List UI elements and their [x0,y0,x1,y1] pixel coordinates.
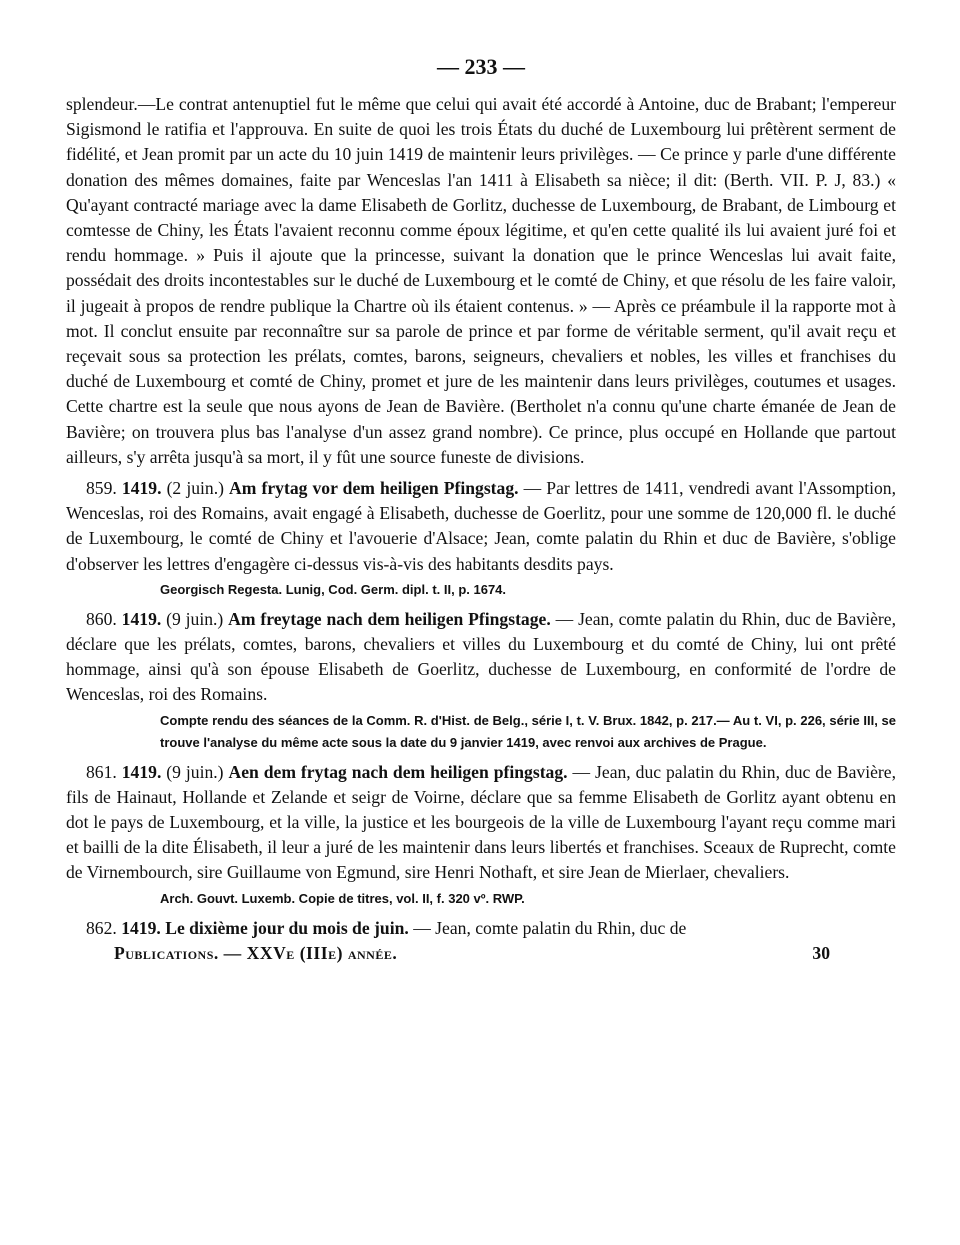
entry-year: 1419. [121,608,162,629]
entry-number: 860. [86,608,117,629]
entry-number: 861. [86,761,117,782]
entry-date: (9 juin.) [166,608,224,629]
entry-heading: Aen dem frytag nach dem heiligen pfingstag. [228,761,568,782]
entry-year: 1419. [121,917,161,938]
entry-860 [66,607,896,708]
entry-number: 862. [86,917,117,938]
entry-source: Arch. Gouvt. Luxemb. Copie de titres, vol. II, f. 320 vº. RWP. [160,890,525,906]
entry-source: Compte rendu des séances de la Comm. R. d'Hist. de Belg., série I, t. V. Brux. 1842, p. 217.— Au t. VI, p. 226, série III, se trouve l'analyse du même acte sous la date du 9 janvier 1419, avec renvoi aux archives de Prague. [160,712,896,750]
entry-text: — Jean, comte palatin du Rhin, duc de Bavière, déclare que les prélats, comtes, barons, chevaliers et villes du Luxembourg et du comté de Chiny, lui ont prêté hommage, ainsi qu'à son épouse Elisabeth de Goerlitz, duchesse de Luxembourg, en conformité de l'ordre de Wenceslas, roi des Romains. [66,608,896,705]
entry-heading: Le dixième jour du mois de juin. [165,917,409,938]
entry-heading: Am freytage nach dem heiligen Pfingstage. [228,608,551,629]
entry-year: 1419. [121,478,162,499]
entry-text: — Jean, duc palatin du Rhin, duc de Bavière, fils de Hainaut, Hollande et Zelande et seigr de Voirne, déclare que sa femme Elisabeth de Gorlitz ayant obtenu en dot le pays de Luxembourg, et la ville, la justice et les bourgeois de la ville de Luxembourg l'ayant reçu comme mari et bailli de la dite Élisabeth, il leur a juré de les maintenir dans leurs libertés et franchises. Sceaux de Ruprecht, comte de Virnembourch, sire Guillaume von Egmund, sire Henri Nothaft, et sire Jean de Mierlaer, chevaliers. [66,761,896,883]
entry-859 [66,476,896,577]
entry-text: — Par lettres de 1411, vendredi avant l'Assomption, Wenceslas, roi des Romains, avait engagé à Elisabeth, duchesse de Goerlitz, pour une somme de 120,000 fl. le duché de Luxembourg, le comté de Chiny et l'avouerie d'Alsace; Jean, comte palatin du Rhin et duc de Bavière, s'oblige d'observer les lettres d'engagère ci-dessus vis-à-vis des habitants desdits pays. [66,478,896,574]
page-number: — 233 — [437,54,525,79]
publication-signature: Publications. — XXVe (IIIe) année. [114,942,398,963]
entry-year: 1419. [121,761,162,782]
entry-source: Georgisch Regesta. Lunig, Cod. Germ. dipl. t. II, p. 1674. [160,581,507,597]
entry-861 [66,760,896,886]
entry-862 [66,916,896,941]
page-footer [66,941,896,966]
entry-text: — Jean, comte palatin du Rhin, duc de [413,917,687,938]
entry-number: 859. [86,478,117,499]
document-page [66,52,896,966]
intro-paragraph: splendeur.—Le contrat antenuptiel fut le même que celui qui avait été accordé à Antoine, duc de Brabant; l'empereur Sigismond le ratifia et l'approuva. En suite de quoi les trois États du duché de Luxembourg lui prêtèrent serment de fidélité, et Jean promit par un acte du 10 juin 1419 de maintenir leurs privilèges. — Ce prince y parle d'une différente donation des mêmes domaines, faite par Wenceslas l'an 1411 à Elisabeth sa nièce; il dit: (Berth. VII. P. J, 83.) « Qu'ayant contracté mariage avec la dame Elisabeth de Gorlitz, duchesse de Luxembourg, de Brabant, de Limbourg et comtesse de Chiny, les États l'avaient reconnu comme époux légitime, et qu'en cette qualité ils lui avaient juré foi et rendu hommage. » Puis il ajoute que la princesse, suivant la donation que le prince Wenceslas lui avait faite, possédait des droits incontestables sur le duché de Luxembourg et le comté de Chiny, et que résolu de les faire valoir, il jugeait à propos de rendre publique la Chartre où ils étaient contenus. » — Après ce préambule il la rapporte mot à mot. Il conclut ensuite par reconnaître sur sa parole de prince et par forme de véritable serment, qu'il avait reçu et reçevait sous sa protection les prélats, comtes, barons, seigneurs, chevaliers et nobles, les villes et franchises du duché de Luxembourg et comté de Chiny, promet et jure de les maintenir dans leurs privilèges, coutumes et usages. Cette chartre est la seule que nous ayons de Jean de Bavière. (Bertholet n'a connu qu'une charte émanée de Jean de Bavière; on trouvera plus bas l'analyse d'un assez grand nombre). Ce prince, plus occupé en Hollande que partout ailleurs, s'y arrêta jusqu'à sa mort, il y fût une source funeste de divisions. [66,94,896,467]
entry-heading: Am frytag vor dem heiligen Pfingstag. [229,478,519,499]
entry-date: (2 juin.) [166,478,224,499]
sheet-number: 30 [812,942,830,963]
entry-date: (9 juin.) [166,761,224,782]
